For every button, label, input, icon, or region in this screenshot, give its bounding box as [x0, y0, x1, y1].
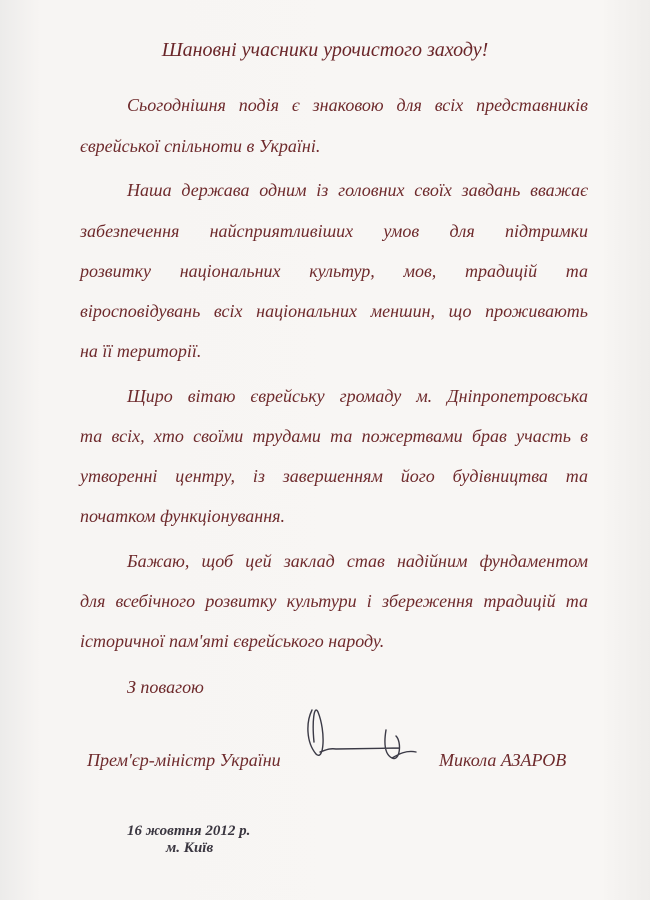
paragraph-2-line-3: розвитку національних культур, мов, традицій та	[80, 261, 588, 281]
paragraph-4-line-2: для всебічного розвитку культури і збереження традицій та	[80, 591, 588, 611]
paragraph-3-line-3: утворенні центру, із завершенням його будівництва та	[80, 466, 588, 486]
paragraph-3-line-4: початком функціонування.	[80, 506, 286, 526]
letter-heading: Шановні учасники урочистого заходу!	[161, 39, 489, 61]
letter-place: м. Київ	[166, 840, 214, 856]
letter-date: 16 жовтня 2012 р.	[127, 823, 251, 839]
paragraph-3-line-2: та всіх, хто своїми трудами та пожертвами брав участь в	[80, 426, 588, 446]
paragraph-3-line-1: Щиро вітаю єврейську громаду м. Дніпропетровська	[127, 386, 588, 406]
paragraph-2-line-4: віросповідувань всіх національних меншин, що проживають	[80, 301, 588, 321]
paragraph-4-line-1: Бажаю, щоб цей заклад став надійним фундаментом	[127, 551, 588, 571]
paragraph-1-line-2: єврейської спільноти в Україні.	[80, 136, 321, 156]
closing-phrase: З повагою	[127, 677, 204, 697]
signature-mark	[304, 702, 422, 772]
paragraph-2-line-5: на її території.	[80, 341, 202, 361]
signatory-name: Микола АЗАРОВ	[439, 750, 567, 770]
paragraph-4-line-3: історичної пам'яті єврейського народу.	[80, 631, 385, 651]
paragraph-1-line-1: Сьогоднішня подія є знаковою для всіх представників	[127, 95, 588, 115]
signatory-position: Прем'єр-міністр України	[87, 750, 281, 770]
paragraph-2-line-2: забезпечення найсприятливіших умов для підтримки	[80, 221, 588, 241]
paragraph-2-line-1: Наша держава одним із головних своїх завдань вважає	[127, 180, 588, 200]
